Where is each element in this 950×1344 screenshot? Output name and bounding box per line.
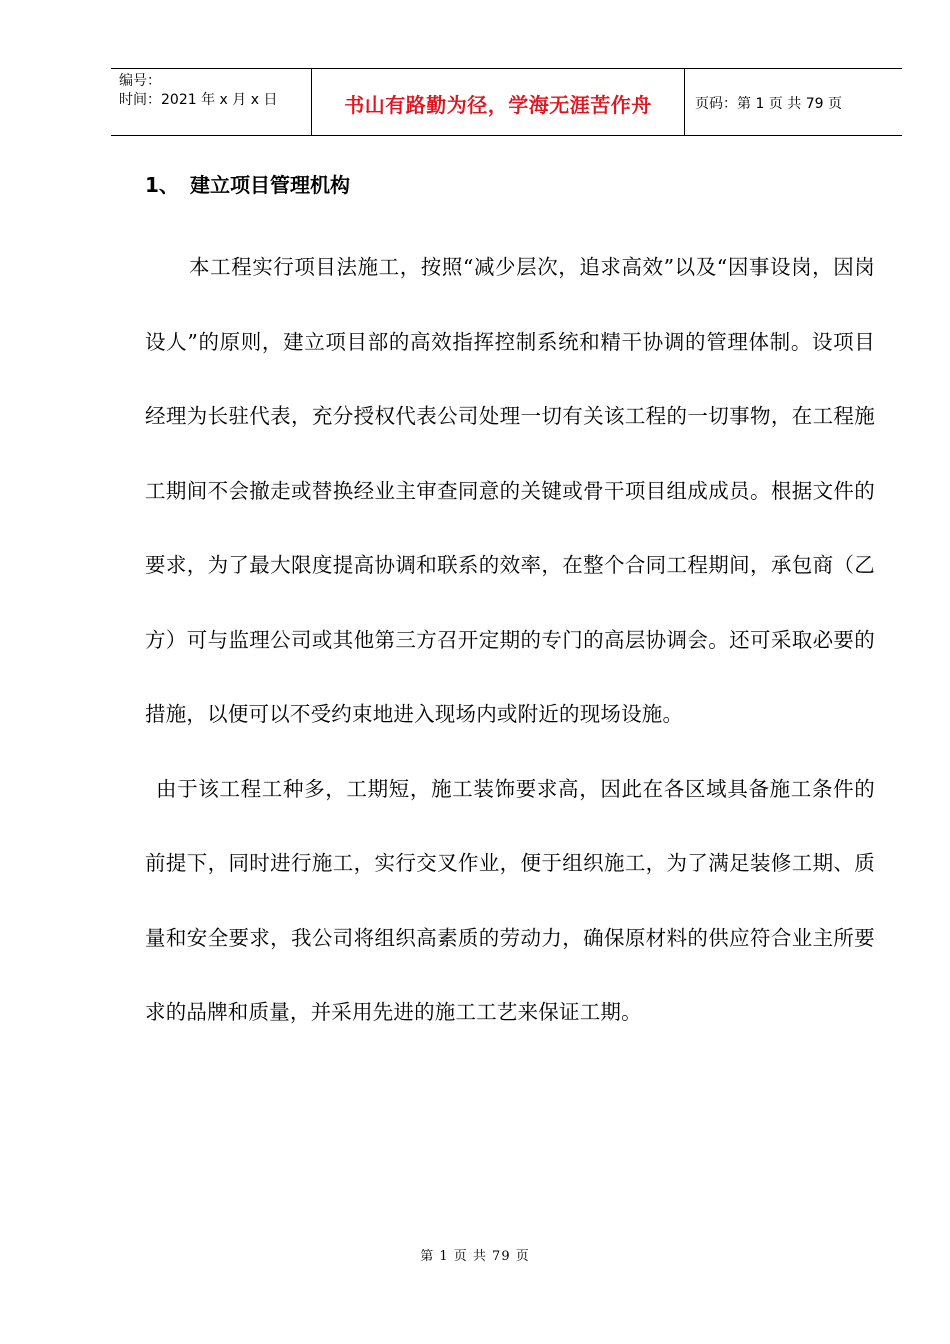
serial-number-label: 编号： <box>119 73 161 89</box>
paragraph: 本工程实行项目法施工，按照“减少层次，追求高效”以及“因事设岗，因岗设人”的原则，建立项目部的高效指挥控制系统和精干协调的管理体制。设项目经理为长驻代表，充分授权代表公司处理一切有关该工程的一切事物，在工程施工期间不会撤走或替换经业主审查同意的关键或骨干项目组成成员。根据文件的要求，为了最大限度提高协调和联系的效率，在整个合同工程期间，承包商（乙方）可与监理公司或其他第三方召开定期的专门的高层协调会。还可采取必要的措施，以便可以不受约束地进入现场内或附近的现场设施。 <box>145 255 875 726</box>
header-meta-cell <box>111 69 312 135</box>
paragraph: 由于该工程工种多，工期短，施工装饰要求高，因此在各区域具备施工条件的前提下，同时进行施工，实行交叉作业，便于组织施工，为了满足装修工期、质量和安全要求，我公司将组织高素质的劳动力，确保原材料的供应符合业主所要求的品牌和质量，并采用先进的施工工艺来保证工期。 <box>145 776 875 1024</box>
section-heading <box>145 167 875 203</box>
header-page-info: 页码：第 1 页 共 79 页 <box>695 96 842 112</box>
page-footer: 第 1 页 共 79 页 <box>420 1249 530 1264</box>
document-body <box>145 167 875 1050</box>
section-number: 1、 <box>145 173 179 197</box>
header-motto: 书山有路勤为径，学海无涯苦作舟 <box>312 69 685 135</box>
date-label: 时间：2021 年 x 月 x 日 <box>119 92 278 108</box>
page-header <box>111 68 902 136</box>
section-title: 建立项目管理机构 <box>190 173 350 197</box>
